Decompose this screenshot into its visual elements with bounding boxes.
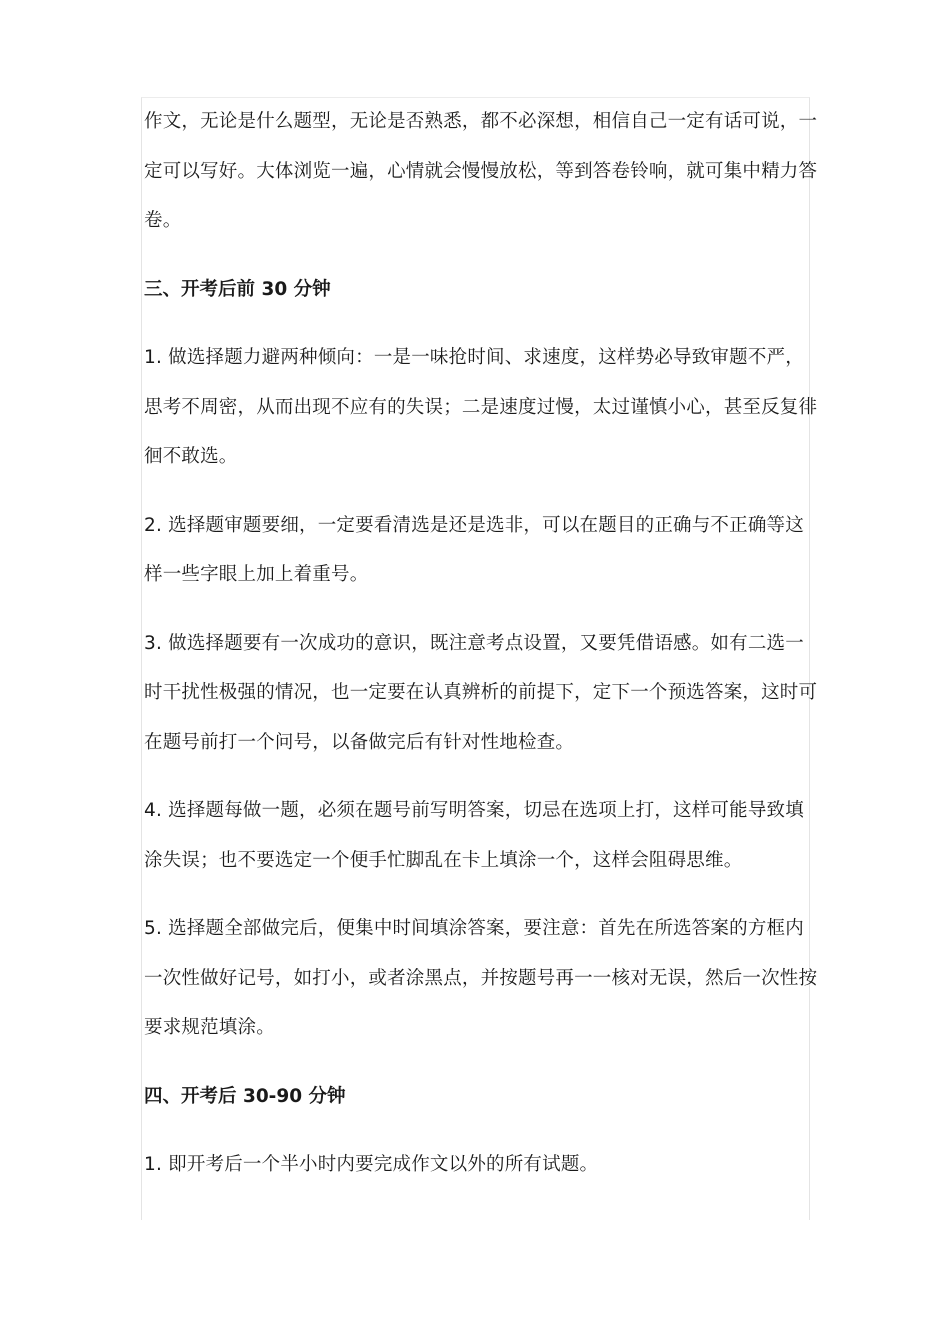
section-3-heading: 三、开考后前 30 分钟 <box>144 278 331 300</box>
section-4-item-1: 1. 即开考后一个半小时内要完成作文以外的所有试题。 <box>144 1154 599 1175</box>
section-4-heading: 四、开考后 30-90 分钟 <box>144 1085 346 1107</box>
section-3-item-1: 1. 做选择题力避两种倾向：一是一味抢时间、求速度，这样势必导致审题不严，思考不周密，从而出现不应有的失误；二是速度过慢，太过谨慎小心，甚至反复徘徊不敢选。 <box>144 347 818 467</box>
section-3-item-2: 2. 选择题审题要细，一定要看清选是还是选非，可以在题目的正确与不正确等这样一些字眼上加上着重号。 <box>144 514 804 585</box>
section-3-item-5: 5. 选择题全部做完后，便集中时间填涂答案，要注意：首先在所选答案的方框内一次性做好记号，如打小，或者涂黑点，并按题号再一一核对无误，然后一次性按要求规范填涂。 <box>144 918 818 1038</box>
section-3-item-4: 4. 选择题每做一题，必须在题号前写明答案，切忌在选项上打，这样可能导致填涂失误；也不要选定一个便手忙脚乱在卡上填涂一个，这样会阻碍思维。 <box>144 800 804 871</box>
section-3-item-3: 3. 做选择题要有一次成功的意识，既注意考点设置，又要凭借语感。如有二选一时干扰性极强的情况，也一定要在认真辨析的前提下，定下一个预选答案，这时可在题号前打一个问号，以备做完后有针对性地检查。 <box>144 632 818 753</box>
document-body <box>144 97 820 1190</box>
intro-paragraph: 作文，无论是什么题型，无论是否熟悉，都不必深想，相信自己一定有话可说，一定可以写好。大体浏览一遍，心情就会慢慢放松，等到答卷铃响，就可集中精力答卷。 <box>144 111 818 231</box>
